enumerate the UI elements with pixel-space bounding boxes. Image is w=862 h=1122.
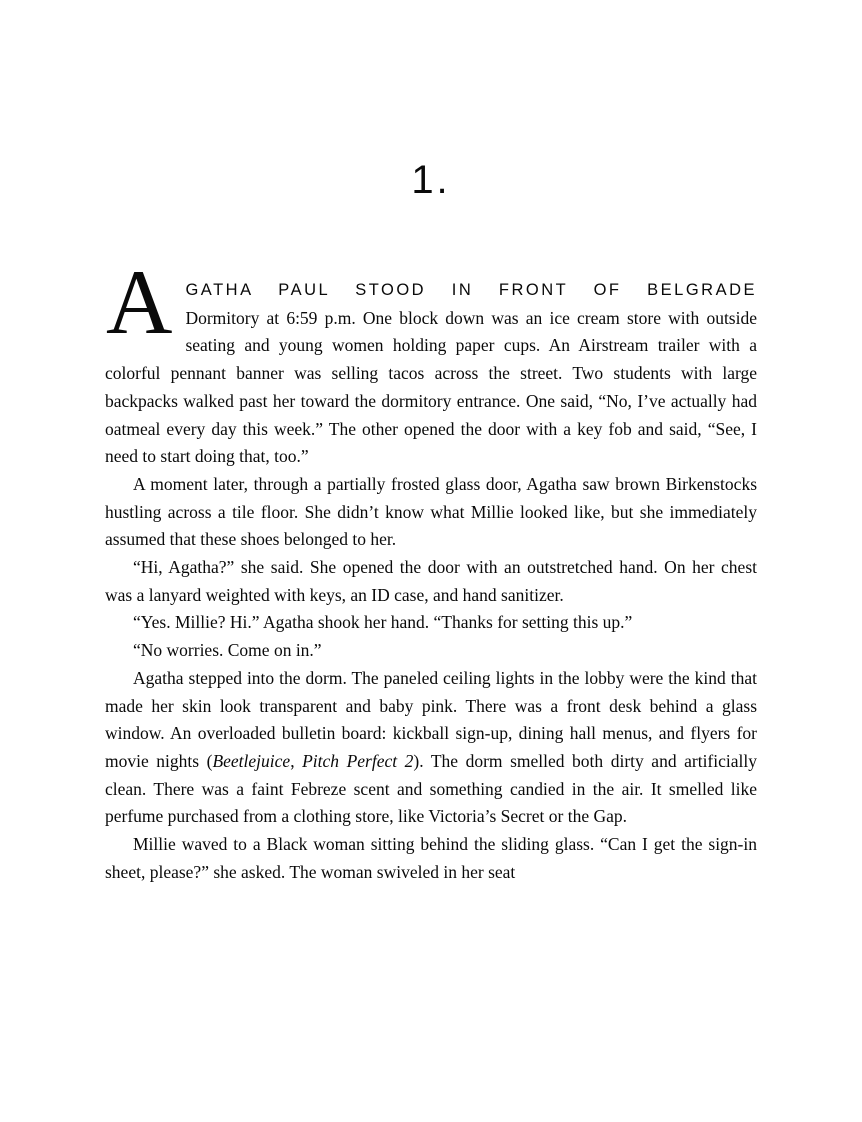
body-text	[105, 251, 757, 886]
paragraph-text: ). The dorm smelled both dirty and artificially clean. There was a faint Febreze scent and something candied in the air. It smelled like perfume purchased from a clothing store, like Victoria’s Secret or the Gap.	[105, 750, 757, 827]
drop-cap: A	[106, 251, 173, 353]
italic-text: Beetlejuice	[212, 750, 291, 771]
paragraph	[105, 831, 757, 886]
paragraph	[105, 637, 757, 665]
italic-text: Pitch Perfect 2	[302, 750, 414, 771]
paragraph-text: Millie waved to a Black woman sitting behind the sliding glass. “Can I get the sign-in sheet, please?” she asked. The woman swiveled in her seat	[105, 834, 757, 882]
paragraph-text: “No worries. Come on in.”	[133, 640, 322, 661]
opening-paragraph	[105, 251, 757, 471]
paragraph-text: “Yes. Millie? Hi.” Agatha shook her hand. “Thanks for setting this up.”	[133, 612, 633, 633]
paragraph	[105, 471, 757, 554]
opening-paragraph-text: Dormitory at 6:59 p.m. One block down was an ice cream store with outside seating and young women holding paper cups. An Airstream trailer with a colorful pennant banner was selling tacos across the street. Two students with large backpacks walked past her toward the dormitory entrance. One said, “No, I’ve actually had oatmeal every day this week.” The other opened the door with a key fob and said, “See, I need to start doing that, too.”	[105, 307, 757, 467]
paragraph	[105, 609, 757, 637]
paragraph-text: A moment later, through a partially frosted glass door, Agatha saw brown Birkenstocks hustling across a tile floor. She didn’t know what Millie looked like, but she immediately assumed that these shoes belonged to her.	[105, 473, 757, 550]
paragraph	[105, 665, 757, 831]
paragraph-text: ,	[290, 750, 303, 771]
paragraph-text: Agatha stepped into the dorm. The paneled ceiling lights in the lobby were the kind that made her skin look transparent and baby pink. There was a front desk behind a glass window. An overloaded bulletin board: kickball sign-up, dining hall menus, and flyers for movie nights (	[105, 667, 757, 771]
paragraph	[105, 554, 757, 609]
paragraph-text: “Hi, Agatha?” she said. She opened the door with an outstretched hand. On her chest was a lanyard weighted with keys, an ID case, and hand sanitizer.	[105, 557, 757, 605]
chapter-number: 1.	[411, 158, 451, 202]
lead-in-smallcaps: GATHA PAUL STOOD IN FRONT OF BELGRADE	[185, 281, 757, 299]
paragraphs-container	[105, 471, 757, 887]
